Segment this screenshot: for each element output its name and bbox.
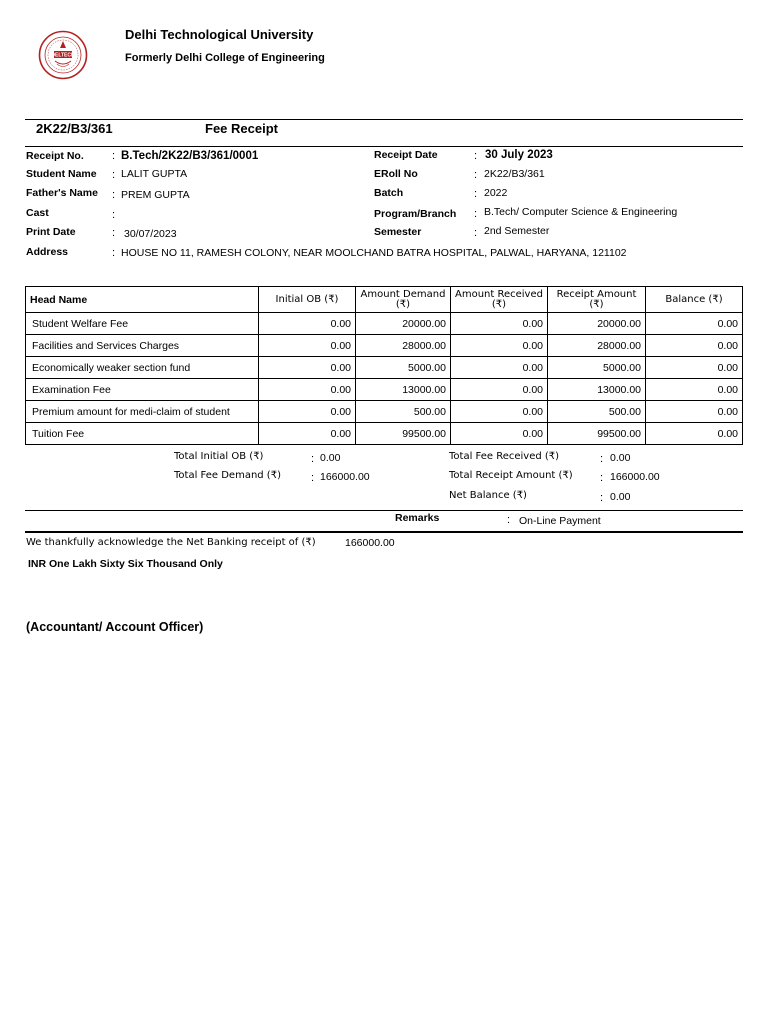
receipt-no-value: B.Tech/2K22/B3/361/0001	[121, 150, 259, 162]
address-label: Address	[26, 246, 69, 258]
print-date-value: 30/07/2023	[124, 228, 177, 240]
university-logo	[38, 30, 88, 80]
row-head-name: Student Welfare Fee	[26, 313, 259, 335]
row-amount-demand: 500.00	[356, 401, 451, 423]
row-amount-received: 0.00	[451, 423, 548, 445]
total-fee-received-value: 0.00	[610, 452, 631, 464]
total-fee-demand-label: Total Fee Demand (₹)	[174, 470, 281, 481]
row-amount-received: 0.00	[451, 401, 548, 423]
colon: :	[600, 492, 604, 504]
table-row	[26, 335, 743, 357]
program-branch-value: B.Tech/ Computer Science & Engineering	[484, 206, 678, 218]
colon: :	[474, 188, 478, 200]
colon: :	[311, 472, 315, 484]
amount-in-words: INR One Lakh Sixty Six Thousand Only	[28, 558, 223, 570]
total-receipt-amount-label: Total Receipt Amount (₹)	[449, 470, 573, 481]
table-row	[26, 313, 743, 335]
row-amount-demand: 28000.00	[356, 335, 451, 357]
cast-label: Cast	[26, 207, 49, 219]
remarks-value: On-Line Payment	[519, 515, 601, 527]
row-balance: 0.00	[646, 379, 743, 401]
row-receipt-amount: 99500.00	[548, 423, 646, 445]
table-row	[26, 357, 743, 379]
table-row	[26, 401, 743, 423]
table-header-row	[26, 287, 743, 313]
semester-label: Semester	[374, 226, 422, 238]
colon: :	[112, 169, 116, 181]
row-head-name: Examination Fee	[26, 379, 259, 401]
divider-info	[25, 146, 743, 147]
table-row	[26, 423, 743, 445]
colon: :	[600, 472, 604, 484]
col-amount-demand: Amount Demand (₹)	[356, 287, 451, 313]
colon: :	[474, 208, 478, 220]
receipt-code: 2K22/B3/361	[36, 121, 113, 136]
row-head-name: Tuition Fee	[26, 423, 259, 445]
row-initial-ob: 0.00	[259, 313, 356, 335]
father-name-label: Father's Name	[26, 187, 98, 199]
colon: :	[474, 227, 478, 239]
row-amount-received: 0.00	[451, 357, 548, 379]
row-head-name: Economically weaker section fund	[26, 357, 259, 379]
row-receipt-amount: 13000.00	[548, 379, 646, 401]
row-amount-received: 0.00	[451, 313, 548, 335]
semester-value: 2nd Semester	[484, 225, 550, 237]
father-name-value: PREM GUPTA	[121, 189, 190, 201]
col-amount-received: Amount Received (₹)	[451, 287, 548, 313]
divider-top	[25, 119, 743, 120]
total-initial-ob-label: Total Initial OB (₹)	[174, 451, 264, 462]
row-balance: 0.00	[646, 313, 743, 335]
row-amount-demand: 20000.00	[356, 313, 451, 335]
row-amount-received: 0.00	[451, 379, 548, 401]
receipt-date-value: 30 July 2023	[485, 149, 553, 161]
receipt-date-label: Receipt Date	[374, 149, 438, 161]
net-balance-value: 0.00	[610, 491, 631, 503]
row-amount-demand: 13000.00	[356, 379, 451, 401]
col-receipt-amount: Receipt Amount (₹)	[548, 287, 646, 313]
colon: :	[474, 150, 478, 162]
divider-remarks-top	[25, 510, 743, 511]
row-balance: 0.00	[646, 401, 743, 423]
row-balance: 0.00	[646, 335, 743, 357]
net-balance-label: Net Balance (₹)	[449, 490, 527, 501]
total-receipt-amount-value: 166000.00	[610, 471, 660, 483]
batch-value: 2022	[484, 187, 508, 199]
acknowledgement-text: We thankfully acknowledge the Net Banking receipt of (₹)	[26, 537, 316, 548]
row-receipt-amount: 5000.00	[548, 357, 646, 379]
colon: :	[112, 247, 116, 259]
university-formerly: Formerly Delhi College of Engineering	[125, 52, 325, 64]
row-balance: 0.00	[646, 423, 743, 445]
row-initial-ob: 0.00	[259, 335, 356, 357]
colon: :	[112, 227, 116, 239]
table-row	[26, 379, 743, 401]
colon: :	[112, 150, 116, 162]
print-date-label: Print Date	[26, 226, 76, 238]
row-initial-ob: 0.00	[259, 379, 356, 401]
eroll-no-label: ERoll No	[374, 168, 418, 180]
col-initial-ob: Initial OB (₹)	[259, 287, 356, 313]
acknowledgement-amount: 166000.00	[345, 537, 395, 549]
address-value: HOUSE NO 11, RAMESH COLONY, NEAR MOOLCHAND BATRA HOSPITAL, PALWAL, HARYANA, 121102	[121, 247, 627, 259]
row-receipt-amount: 500.00	[548, 401, 646, 423]
row-balance: 0.00	[646, 357, 743, 379]
student-name-label: Student Name	[26, 168, 97, 180]
row-receipt-amount: 28000.00	[548, 335, 646, 357]
row-amount-demand: 5000.00	[356, 357, 451, 379]
program-branch-label: Program/Branch	[374, 208, 457, 220]
row-initial-ob: 0.00	[259, 423, 356, 445]
colon: :	[311, 453, 315, 465]
student-name-value: LALIT GUPTA	[121, 168, 188, 180]
receipt-no-label: Receipt No.	[26, 150, 84, 162]
colon: :	[600, 453, 604, 465]
row-initial-ob: 0.00	[259, 401, 356, 423]
total-fee-demand-value: 166000.00	[320, 471, 370, 483]
col-head-name: Head Name	[26, 287, 259, 313]
colon: :	[507, 514, 511, 526]
university-name: Delhi Technological University	[125, 27, 314, 42]
row-amount-received: 0.00	[451, 335, 548, 357]
colon: :	[474, 169, 478, 181]
divider-remarks-bottom	[25, 531, 743, 533]
row-amount-demand: 99500.00	[356, 423, 451, 445]
row-initial-ob: 0.00	[259, 357, 356, 379]
col-balance: Balance (₹)	[646, 287, 743, 313]
row-receipt-amount: 20000.00	[548, 313, 646, 335]
batch-label: Batch	[374, 187, 404, 199]
colon: :	[112, 189, 116, 201]
fee-table	[25, 286, 743, 445]
logo-text: DELTECH	[51, 52, 75, 59]
signatory: (Accountant/ Account Officer)	[26, 620, 204, 634]
eroll-no-value: 2K22/B3/361	[484, 168, 545, 180]
total-initial-ob-value: 0.00	[320, 452, 341, 464]
row-head-name: Premium amount for medi-claim of student	[26, 401, 259, 423]
total-fee-received-label: Total Fee Received (₹)	[449, 451, 560, 462]
remarks-label: Remarks	[395, 512, 440, 524]
receipt-title: Fee Receipt	[205, 121, 278, 136]
colon: :	[112, 209, 116, 221]
row-head-name: Facilities and Services Charges	[26, 335, 259, 357]
